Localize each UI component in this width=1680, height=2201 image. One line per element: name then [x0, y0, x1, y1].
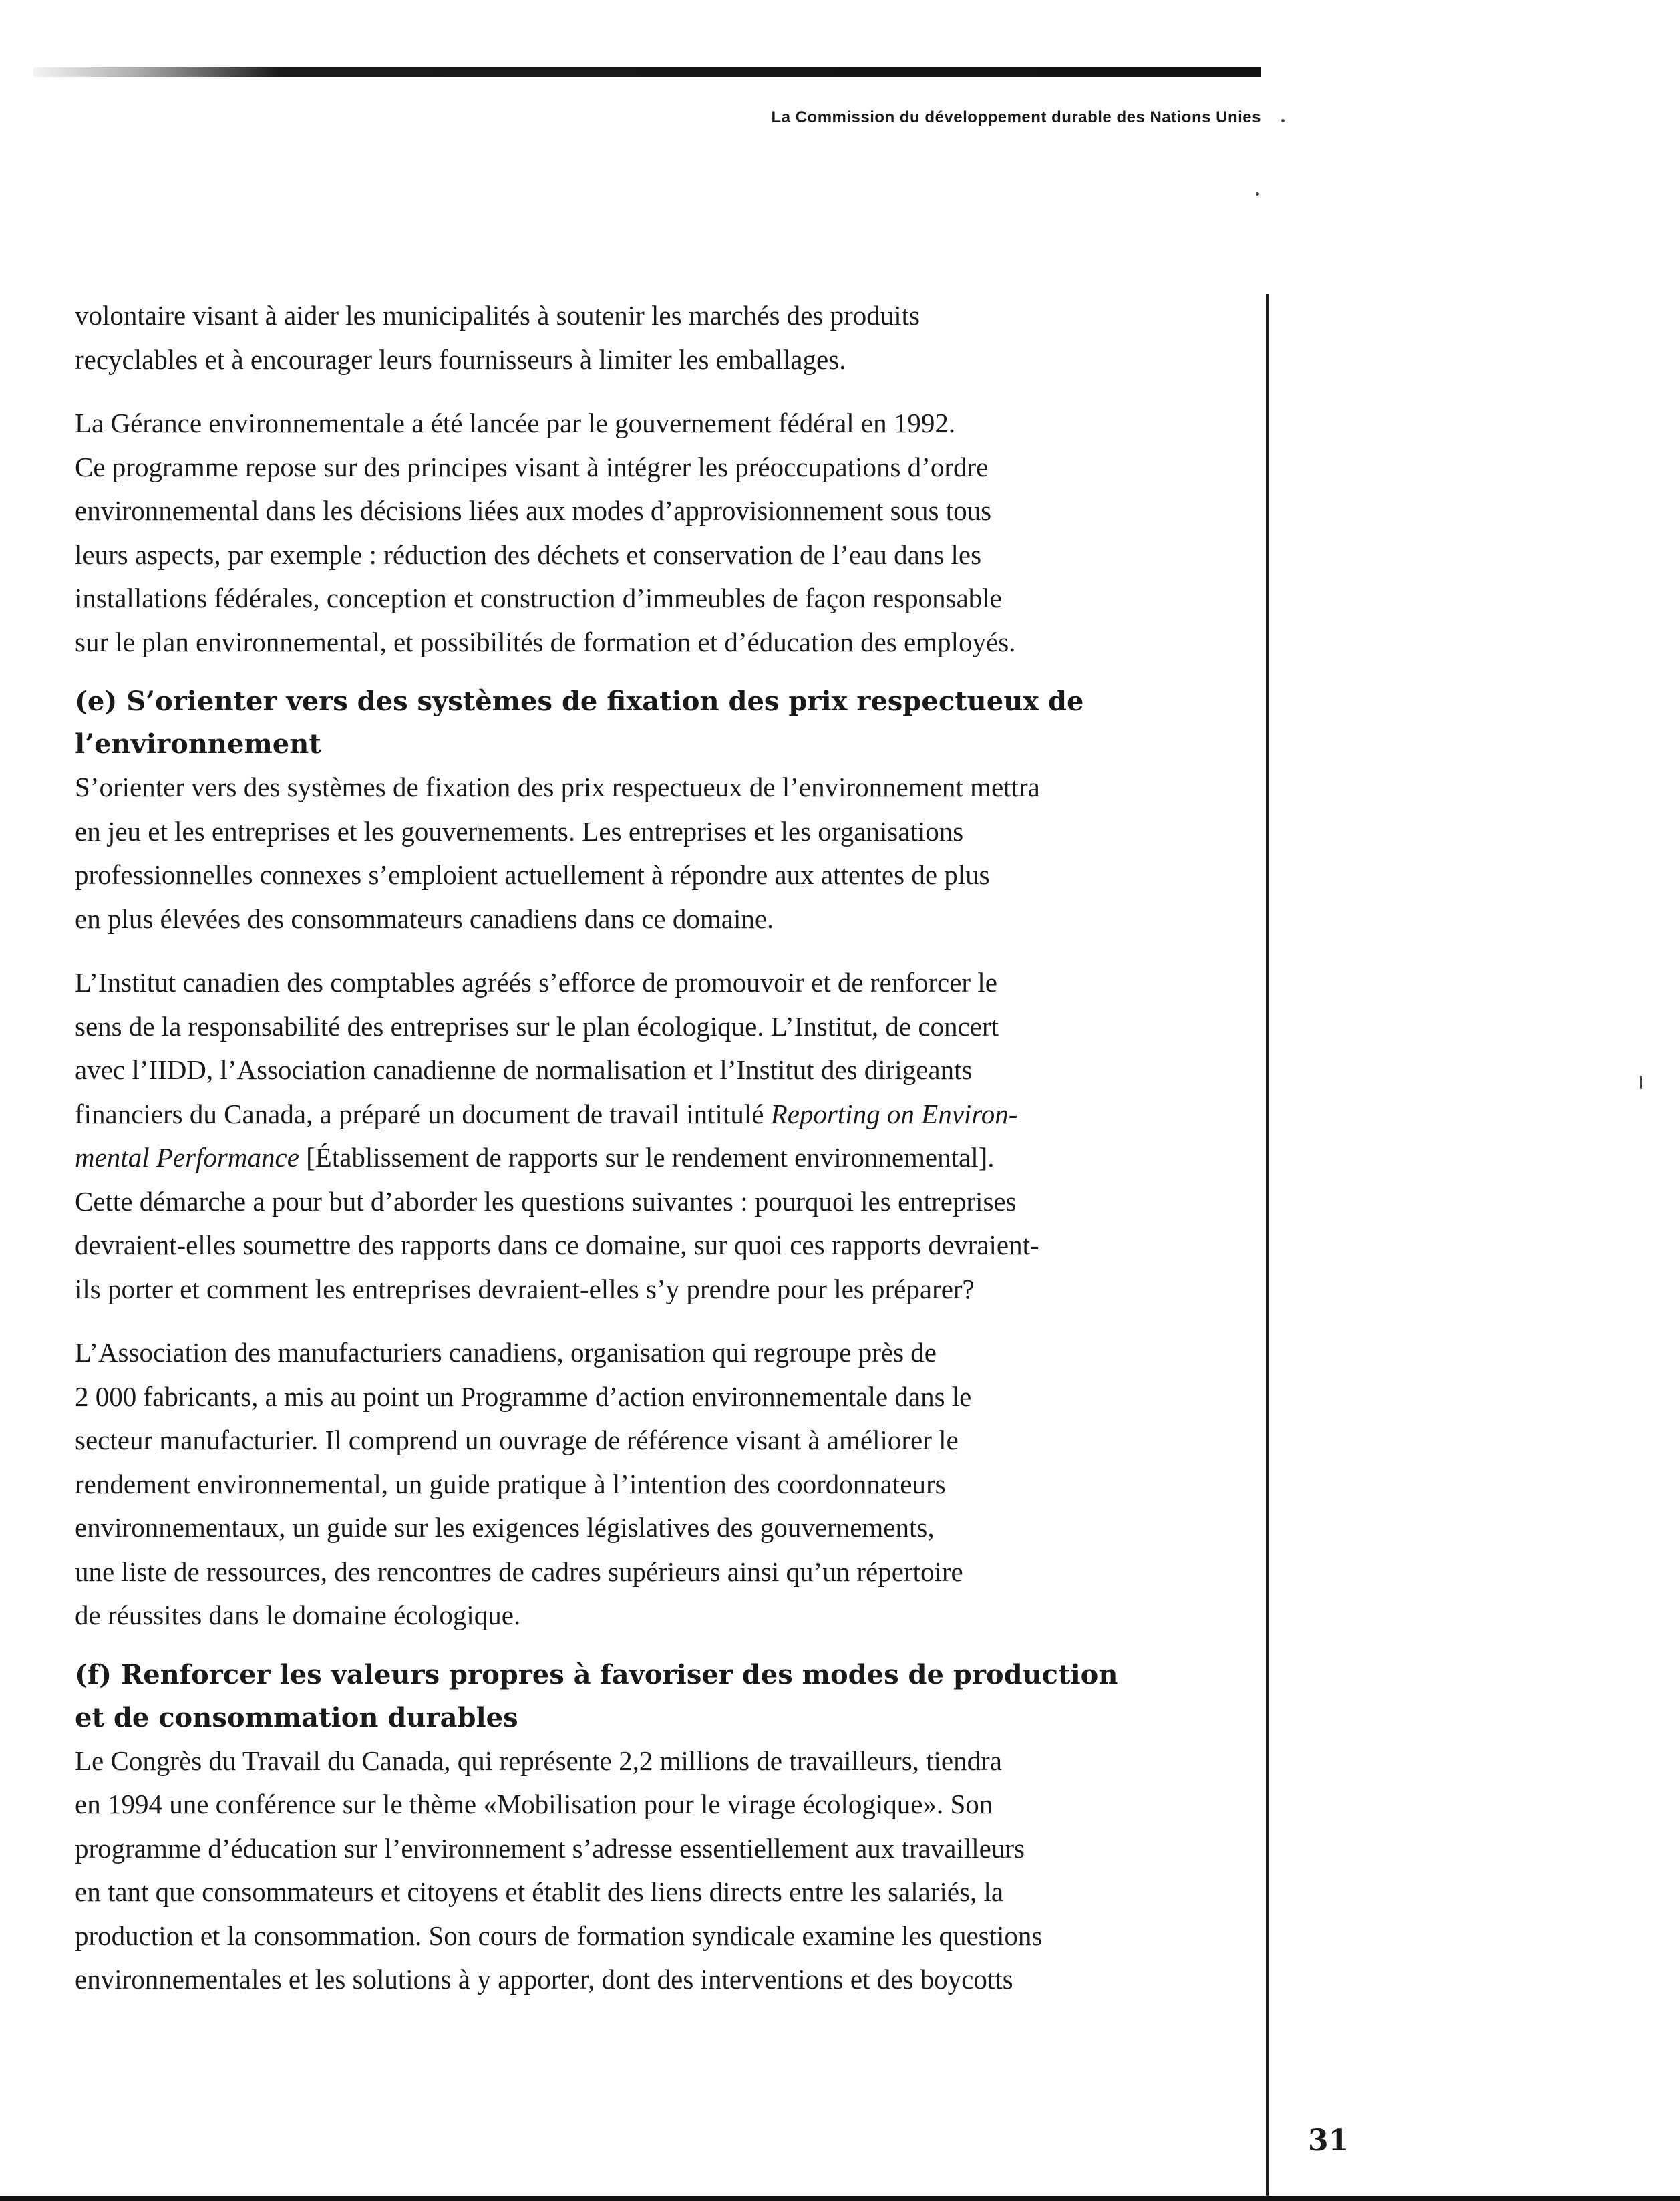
column-divider — [1266, 294, 1269, 2198]
text-line: production et la consommation. Son cours de formation syndicale examine les questions — [75, 1920, 1043, 1951]
paragraph-gerance — [75, 402, 1237, 664]
paragraph-recycling — [75, 294, 1237, 382]
text-span: [Établissement de rapports sur le rendement environnemental]. — [299, 1142, 995, 1173]
text-line: S’orienter vers des systèmes de fixation des prix respectueux de l’environnement mettra — [75, 772, 1040, 802]
text-span: financiers du Canada, a préparé un document de travail intitulé — [75, 1098, 771, 1129]
page-number: 31 — [1308, 2123, 1349, 2158]
page-body — [75, 294, 1237, 2002]
text-line: environnemental dans les décisions liées aux modes d’approvisionnement sous tous — [75, 495, 992, 526]
text-line — [75, 1136, 1237, 1180]
text-line: environnementaux, un guide sur les exigences législatives des gouvernements, — [75, 1512, 935, 1543]
text-line: en plus élevées des consommateurs canadiens dans ce domaine. — [75, 903, 774, 934]
text-line: La Gérance environnementale a été lancée par le gouvernement fédéral en 1992. — [75, 408, 956, 438]
text-line: en tant que consommateurs et citoyens et établit des liens directs entre les salariés, la — [75, 1876, 1004, 1907]
text-line: sens de la responsabilité des entreprises sur le plan écologique. L’Institut, de concert — [75, 1010, 999, 1042]
document-title-italic: mental Performance — [75, 1142, 299, 1173]
scan-speck — [1256, 192, 1259, 196]
text-line — [75, 1092, 1237, 1137]
section-heading-e — [75, 680, 1237, 766]
text-line: professionnelles connexes s’emploient actuellement à répondre aux attentes de plus — [75, 859, 990, 890]
text-line: L’Association des manufacturiers canadiens, organisation qui regroupe près de — [75, 1337, 937, 1368]
header-rule — [33, 67, 1261, 77]
heading-line: et de consommation durables — [75, 1701, 518, 1733]
text-line: rendement environnemental, un guide pratique à l’intention des coordonnateurs — [75, 1468, 946, 1499]
paragraph-pricing — [75, 766, 1237, 941]
text-line: L’Institut canadien des comptables agréés s’efforce de promouvoir et de renforcer le — [75, 967, 997, 998]
text-line: devraient-elles soumettre des rapports dans ce domaine, sur quoi ces rapports devraient- — [75, 1229, 1039, 1260]
text-line: Cette démarche a pour but d’aborder les questions suivantes : pourquoi les entreprises — [75, 1185, 1017, 1217]
paragraph-manufacturiers — [75, 1331, 1237, 1638]
text-line: secteur manufacturier. Il comprend un ouvrage de référence visant à améliorer le — [75, 1425, 959, 1455]
text-line: de réussites dans le domaine écologique. — [75, 1600, 521, 1630]
text-line: Le Congrès du Travail du Canada, qui représente 2,2 millions de travailleurs, tiendra — [75, 1745, 1002, 1776]
text-line: sur le plan environnemental, et possibilités de formation et d’éducation des employés. — [75, 626, 1016, 657]
text-line: en 1994 une conférence sur le thème «Mobilisation pour le virage écologique». Son — [75, 1789, 993, 1819]
scan-speck — [1640, 1076, 1642, 1089]
text-line: installations fédérales, conception et construction d’immeubles de façon responsable — [75, 583, 1002, 613]
footer-rule — [0, 2196, 1680, 2201]
text-line: en jeu et les entreprises et les gouvernements. Les entreprises et les organisations — [75, 815, 964, 847]
text-line: Ce programme repose sur des principes visant à intégrer les préoccupations d’ordre — [75, 451, 989, 482]
scan-speck — [1281, 119, 1285, 122]
text-line: ils porter et comment les entreprises devraient-elles s’y prendre pour les préparer? — [75, 1273, 975, 1304]
document-title-italic: Reporting on Environ- — [770, 1098, 1018, 1129]
heading-line: (f) Renforcer les valeurs propres à favoriser des modes de production — [75, 1658, 1118, 1691]
text-line: volontaire visant à aider les municipalités à soutenir les marchés des produits — [75, 300, 920, 331]
heading-line: l’environnement — [75, 728, 321, 760]
text-line: programme d’éducation sur l’environnement s’adresse essentiellement aux travailleurs — [75, 1832, 1025, 1864]
text-line: une liste de ressources, des rencontres de cadres supérieurs ainsi qu’un répertoire — [75, 1556, 963, 1587]
paragraph-congres — [75, 1739, 1237, 2002]
paragraph-icca — [75, 961, 1237, 1311]
text-line: environnementales et les solutions à y apporter, dont des interventions et des boycotts — [75, 1964, 1013, 1995]
text-line: 2 000 fabricants, a mis au point un Programme d’action environnementale dans le — [75, 1380, 972, 1412]
heading-line: (e) S’orienter vers des systèmes de fixation des prix respectueux de — [75, 686, 1084, 717]
text-line: leurs aspects, par exemple : réduction des déchets et conservation de l’eau dans les — [75, 539, 982, 570]
section-heading-f — [75, 1654, 1237, 1739]
text-line: recyclables et à encourager leurs fournisseurs à limiter les emballages. — [75, 343, 846, 375]
text-line: avec l’IIDD, l’Association canadienne de normalisation et l’Institut des dirigeants — [75, 1054, 973, 1085]
running-title: La Commission du développement durable des Nations Unies — [771, 108, 1261, 126]
